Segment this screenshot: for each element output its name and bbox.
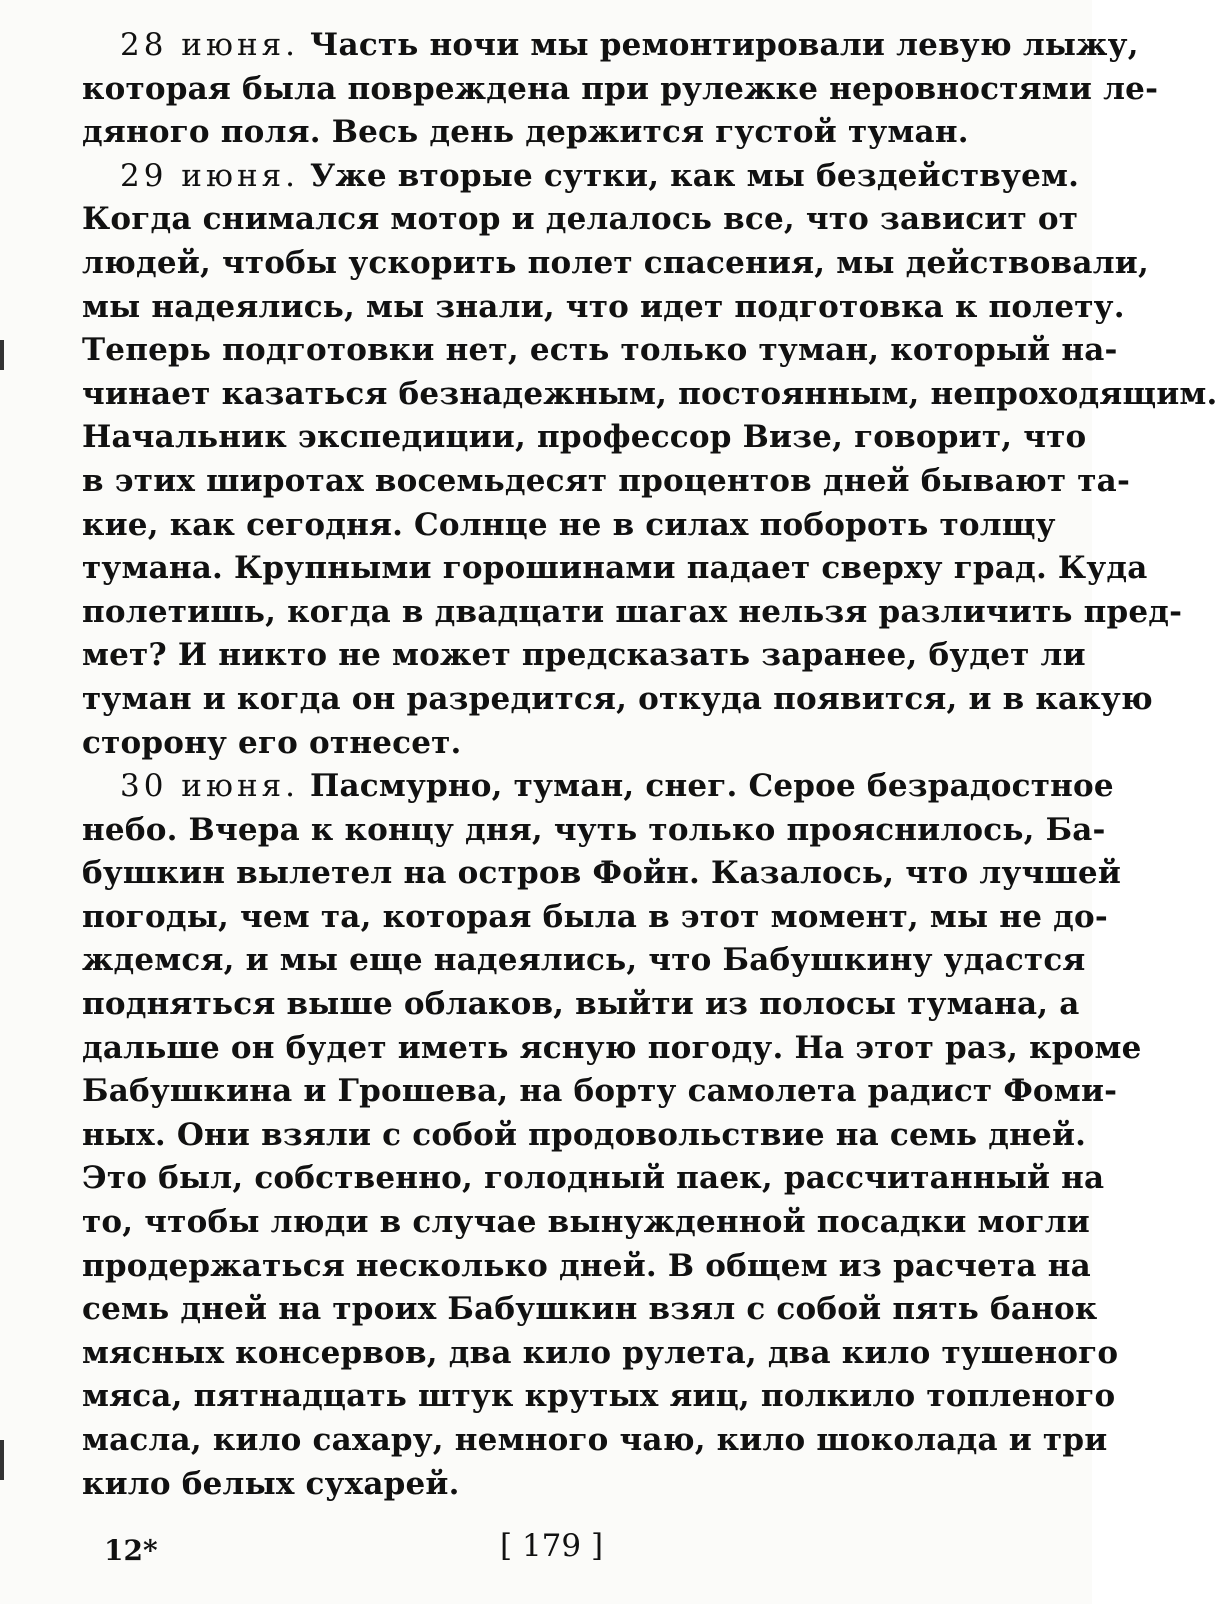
text-line: кие, как сегодня. Солнце не в силах побороть толщу [82, 506, 1056, 543]
text-line: мы надеялись, мы знали, что идет подготовка к полету. [82, 288, 1125, 325]
text-line: небо. Вчера к концу дня, чуть только прояснилось, Ба- [82, 811, 1106, 848]
text-line: погоды, чем та, которая была в этот момент, мы не до- [82, 898, 1108, 935]
text-line: продержаться несколько дней. В общем из расчета на [82, 1247, 1091, 1284]
text-line: то, чтобы люди в случае вынужденной посадки могли [82, 1204, 1090, 1241]
text-line: Когда снимался мотор и делалось все, что зависит от [82, 201, 1079, 238]
text-line [82, 155, 1080, 199]
text-line: семь дней на троих Бабушкин взял с собой пять банок [82, 1291, 1098, 1328]
body-text [82, 24, 1218, 1506]
text-line: мет? И никто не может предсказать заранее, будет ли [82, 637, 1086, 674]
diary-date: 30 июня. [120, 768, 300, 805]
text-line-rest: Пасмурно, туман, снег. Серое безрадостное [299, 768, 1114, 805]
text-line: бушкин вылетел на остров Фойн. Казалось, что лучшей [82, 855, 1122, 892]
text-line: которая была повреждена при рулежке неровностями ле- [82, 70, 1159, 107]
signature-mark: 12* [104, 1534, 158, 1567]
text-line: Теперь подготовки нет, есть только туман, который на- [82, 332, 1118, 369]
text-line: ждемся, и мы еще надеялись, что Бабушкину удастся [82, 942, 1086, 979]
diary-date: 29 июня. [120, 157, 300, 194]
text-line [82, 765, 1114, 809]
text-line: сторону его отнесет. [82, 724, 462, 761]
text-line: туман и когда он разредится, откуда появится, и в какую [82, 680, 1153, 717]
text-line-rest: Часть ночи мы ремонтировали левую лыжу, [299, 27, 1139, 63]
text-line: мяса, пятнадцать штук крутых яиц, полкило топленого [82, 1378, 1116, 1415]
text-line: ных. Они взяли с собой продовольствие на семь дней. [82, 1116, 1087, 1153]
text-line: полетишь, когда в двадцати шагах нельзя различить пред- [82, 593, 1183, 630]
text-line: подняться выше облаков, выйти из полосы тумана, а [82, 986, 1080, 1023]
diary-date: 28 июня. [120, 27, 300, 63]
text-line: людей, чтобы ускорить полет спасения, мы действовали, [82, 244, 1149, 281]
page-edge-mark [0, 340, 4, 370]
text-line: чинает казаться безнадежным, постоянным, непроходящим. [82, 375, 1218, 412]
text-line: Начальник экспедиции, профессор Визе, говорит, что [82, 419, 1087, 456]
text-line: тумана. Крупными горошинами падает сверху град. Куда [82, 550, 1148, 587]
page-number: [ 179 ] [500, 1528, 604, 1564]
text-line: Это был, собственно, голодный паек, рассчитанный на [82, 1160, 1105, 1197]
page-edge-mark [0, 1440, 4, 1480]
text-line: масла, кило сахару, немного чаю, кило шоколада и три [82, 1422, 1108, 1458]
text-line: мясных консервов, два кило рулета, два кило тушеного [82, 1334, 1119, 1371]
text-line: Бабушкина и Грошева, на борту самолета радист Фоми- [82, 1073, 1118, 1110]
text-line [82, 24, 1139, 68]
text-line-rest: Уже вторые сутки, как мы бездействуем. [299, 157, 1080, 194]
text-line: дальше он будет иметь ясную погоду. На этот раз, кроме [82, 1029, 1142, 1066]
text-line: дяного поля. Весь день держится густой туман. [82, 114, 969, 151]
text-line: в этих широтах восемьдесят процентов дней бывают та- [82, 462, 1131, 499]
text-line: кило белых сухарей. [82, 1465, 460, 1502]
